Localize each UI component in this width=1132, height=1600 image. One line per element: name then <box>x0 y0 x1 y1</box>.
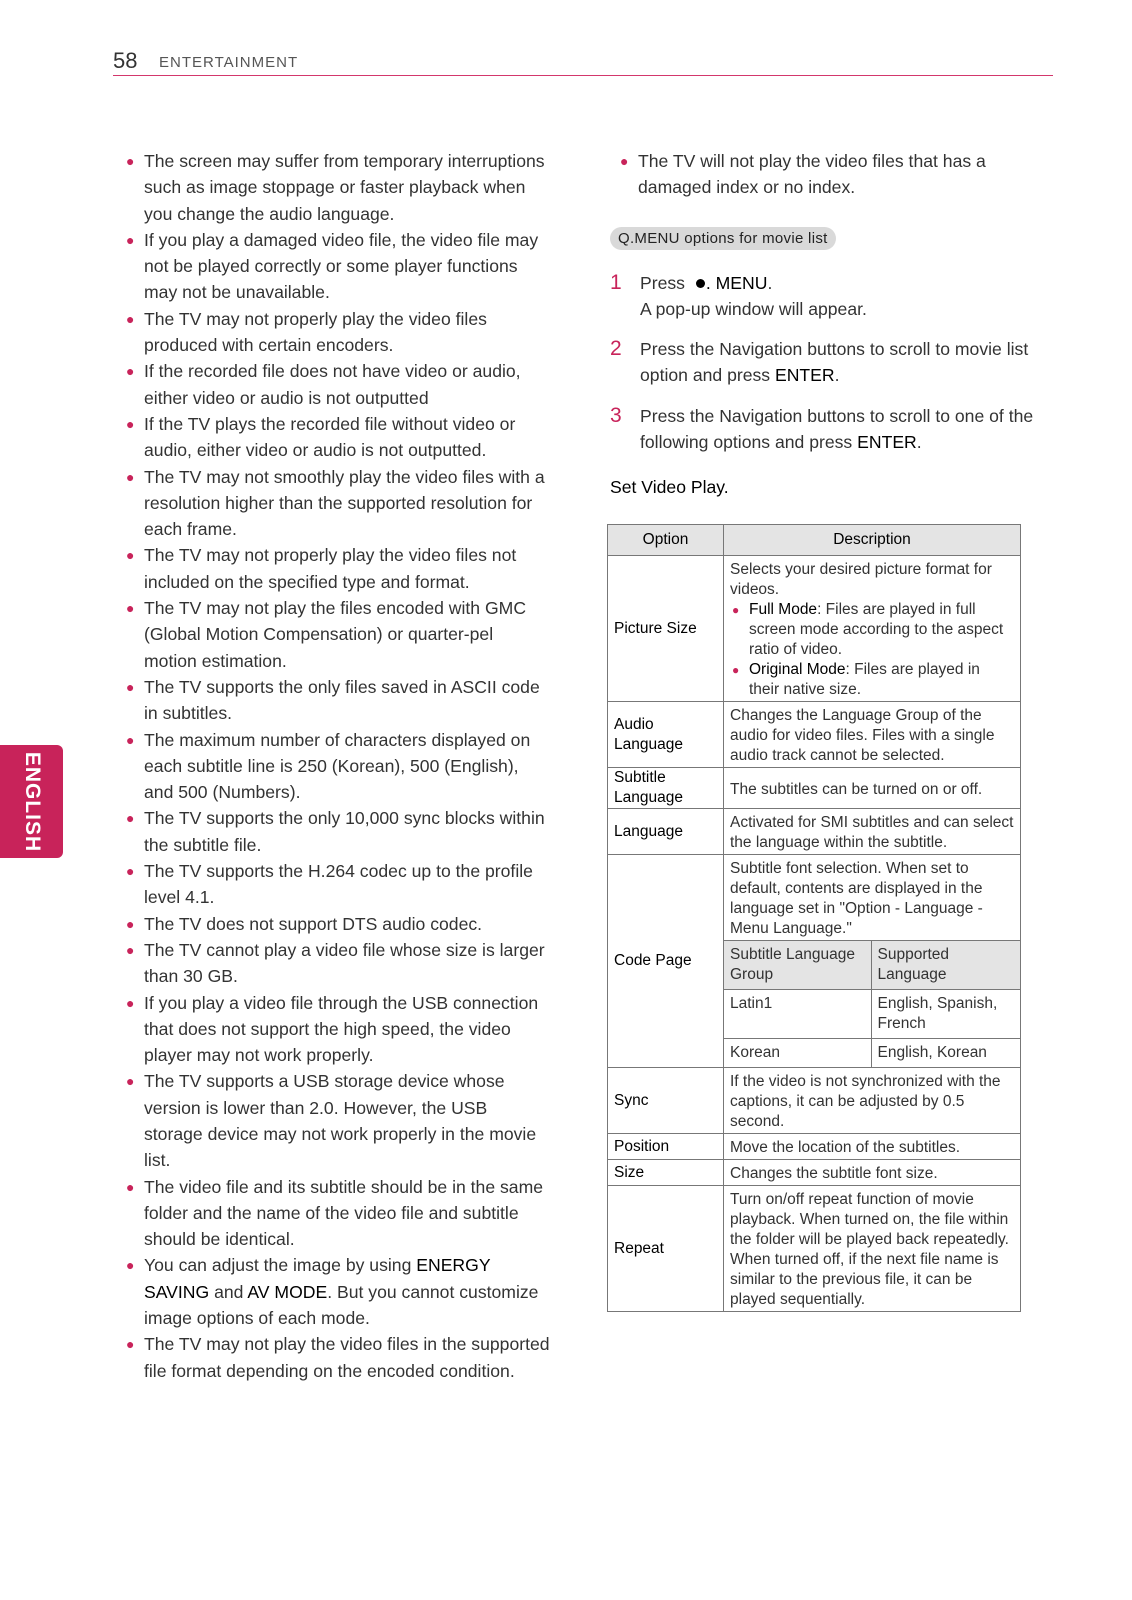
bullet-icon: ● <box>126 863 135 880</box>
option-description: Changes the Language Group of the audio for video files. Files with a single audio track cannot be selected. <box>724 702 1021 768</box>
note-item: ● The TV supports the H.264 codec up to the profile level 4.1. <box>120 858 550 911</box>
table-row-language <box>608 809 1021 855</box>
bullet-icon: ● <box>126 678 135 695</box>
note-item: ● If you play a video file through the USB connection that does not support the high speed, the video player may not work properly. <box>120 990 550 1069</box>
table-row-position <box>608 1134 1021 1160</box>
step-number: 3 <box>610 403 622 427</box>
note-item: ● The screen may suffer from temporary interruptions such as image stoppage or faster playback when you change the audio language. <box>120 148 550 227</box>
bullet-icon: ● <box>126 363 135 380</box>
option-description: Changes the subtitle font size. <box>724 1160 1021 1186</box>
bullet-icon: ● <box>126 1073 135 1090</box>
note-item: ● The TV may not properly play the video files not included on the specified type and format. <box>120 542 550 595</box>
energy-saving-keyword: ENERGY SAVING <box>144 1255 491 1302</box>
subtable-header-row <box>724 941 1020 990</box>
option-column-header: Option <box>608 525 724 556</box>
option-name: Audio Language <box>608 702 724 768</box>
option-name: Language <box>608 809 724 855</box>
description-column-header: Description <box>724 525 1021 556</box>
option-name: Code Page <box>608 855 724 1068</box>
menu-key: . MENU <box>705 272 768 293</box>
bullet-icon: ● <box>620 153 629 169</box>
page-header <box>113 48 1053 76</box>
video-play-options-table <box>607 524 1021 1312</box>
note-item: ● If you play a damaged video file, the video file may not be played correctly or some player functions may not be unavailable. <box>120 227 550 306</box>
note-item: ● The maximum number of characters displayed on each subtitle line is 250 (Korean), 500 (English), and 500 (Numbers). <box>120 727 550 806</box>
step-item: 3 Press the Navigation buttons to scroll to one of the following options and press ENTER. <box>610 403 1034 453</box>
note-item: ● The TV may not smoothly play the video files with a resolution higher than the supported resolution for each frame. <box>120 464 550 543</box>
enter-key: ENTER <box>774 365 835 386</box>
bullet-icon: ● <box>126 310 135 327</box>
note-item: ● If the TV plays the recorded file without video or audio, either video or audio is not outputted. <box>120 411 550 464</box>
option-description: Move the location of the subtitles. <box>724 1134 1021 1160</box>
table-row-picture-size <box>608 556 1021 702</box>
note-item: ● The TV may not play the video files in the supported file format depending on the encoded condition. <box>120 1331 550 1384</box>
note-item: ● If the recorded file does not have video or audio, either video or audio is not outputted <box>120 358 550 411</box>
language-side-tab <box>0 745 63 858</box>
bullet-icon: ● <box>126 1336 135 1353</box>
option-name: Sync <box>608 1068 724 1134</box>
note-item: ● The TV supports the only files saved in ASCII code in subtitles. <box>120 674 550 727</box>
bullet-icon: ● <box>126 468 135 485</box>
notes-column-left <box>120 148 550 1384</box>
language-tab-label: ENGLISH <box>20 751 44 852</box>
table-row-sync <box>608 1068 1021 1134</box>
notes-list <box>120 148 550 1384</box>
note-item: ● The TV cannot play a video file whose size is larger than 30 GB. <box>120 937 550 990</box>
note-item: ● The TV may not properly play the video files produced with certain encoders. <box>120 306 550 359</box>
option-name: Size <box>608 1160 724 1186</box>
subtable-row: Latin1 English, Spanish, French <box>724 990 1020 1039</box>
qmenu-dot-icon <box>696 279 705 288</box>
table-header-row <box>608 525 1021 556</box>
step-number: 2 <box>610 337 622 361</box>
bullet-icon: ● <box>126 915 135 932</box>
option-description: If the video is not synchronized with the captions, it can be adjusted by 0.5 second. <box>724 1068 1021 1134</box>
bullet-icon: ● <box>126 731 135 748</box>
subtable-row: Korean English, Korean <box>724 1039 1020 1068</box>
bullet-icon: ● <box>126 231 135 248</box>
full-mode-item: ● Full Mode: Files are played in full screen mode according to the aspect ratio of video. <box>732 601 1004 658</box>
option-description: Selects your desired picture format for videos. ● Full Mode: Files are played in full screen mode according to the aspect ratio of video. ● Original Mode: Files are played in their native size. <box>724 556 1021 702</box>
bullet-icon: ● <box>126 810 135 827</box>
table-row-subtitle-language <box>608 768 1021 809</box>
option-description: Activated for SMI subtitles and can select the language within the subtitle. <box>724 809 1021 855</box>
av-mode-keyword: AV MODE <box>247 1281 328 1302</box>
bullet-icon: ● <box>126 153 135 169</box>
table-row-code-page <box>608 855 1021 1068</box>
option-description: Turn on/off repeat function of movie playback. When turned on, the file within the folder will be played back repeatedly. When turned off, if the next file name is similar to the previous file, it can be played sequentially. <box>724 1186 1021 1312</box>
note-item: ● The TV may not play the files encoded with GMC (Global Motion Compensation) or quarter-pel motion estimation. <box>120 595 550 674</box>
table-row-audio-language <box>608 702 1021 768</box>
instructions-column-right <box>610 148 1055 498</box>
table-heading: Set Video Play. <box>610 477 729 498</box>
enter-key: ENTER <box>857 432 917 453</box>
original-mode-item: ● Original Mode: Files are played in their native size. <box>732 661 980 698</box>
steps-list <box>610 270 1055 456</box>
note-item: ● The TV supports a USB storage device whose version is lower than 2.0. However, the USB storage device may not work properly in the movie list. <box>120 1068 550 1173</box>
step-number: 1 <box>610 270 622 294</box>
section-title: ENTERTAINMENT <box>159 54 299 71</box>
step-item: 2 Press the Navigation buttons to scroll to movie list option and press ENTER. <box>610 337 1029 386</box>
note-item: ● The TV does not support DTS audio codec. <box>120 911 550 937</box>
note-item-energy-saving: ● You can adjust the image by using ENERGY SAVING and AV MODE. But you cannot customize image options of each mode. <box>120 1252 550 1331</box>
option-name: Repeat <box>608 1186 724 1312</box>
bullet-icon: ● <box>732 663 740 677</box>
page-number: 58 <box>113 48 138 73</box>
bullet-icon: ● <box>126 941 135 958</box>
table-row-size <box>608 1160 1021 1186</box>
subtable-header: Supported Language <box>871 941 1020 990</box>
code-page-subtable <box>724 940 1020 1067</box>
note-item: ● The video file and its subtitle should be in the same folder and the name of the video file and subtitle should be identical. <box>120 1174 550 1253</box>
bullet-icon: ● <box>126 547 135 564</box>
option-description: The subtitles can be turned on or off. <box>724 768 1021 809</box>
step-item: 1 Press . MENU. A pop-up window will appear. <box>610 270 867 319</box>
bullet-icon: ● <box>126 415 135 432</box>
option-description: Subtitle font selection. When set to default, contents are displayed in the language set in "Option - Language - Menu Language." Subtitle Language Group Supported Language Latin1 English, Spanish, French Korean English, Korean <box>724 855 1021 1068</box>
option-name: Position <box>608 1134 724 1160</box>
subtable-header: Subtitle Language Group <box>724 941 871 990</box>
bullet-icon: ● <box>126 994 135 1011</box>
option-name: Picture Size <box>608 556 724 702</box>
bullet-icon: ● <box>126 1257 135 1274</box>
note-item-index: ● The TV will not play the video files that has a damaged index or no index. <box>610 148 1055 201</box>
bullet-icon: ● <box>126 600 135 617</box>
table-row-repeat <box>608 1186 1021 1312</box>
qmenu-section-label: Q.MENU options for movie list <box>610 227 836 250</box>
note-item: ● The TV supports the only 10,000 sync blocks within the subtitle file. <box>120 805 550 858</box>
bullet-icon: ● <box>732 603 740 617</box>
option-name: Subtitle Language <box>608 768 724 809</box>
bullet-icon: ● <box>126 1178 135 1195</box>
